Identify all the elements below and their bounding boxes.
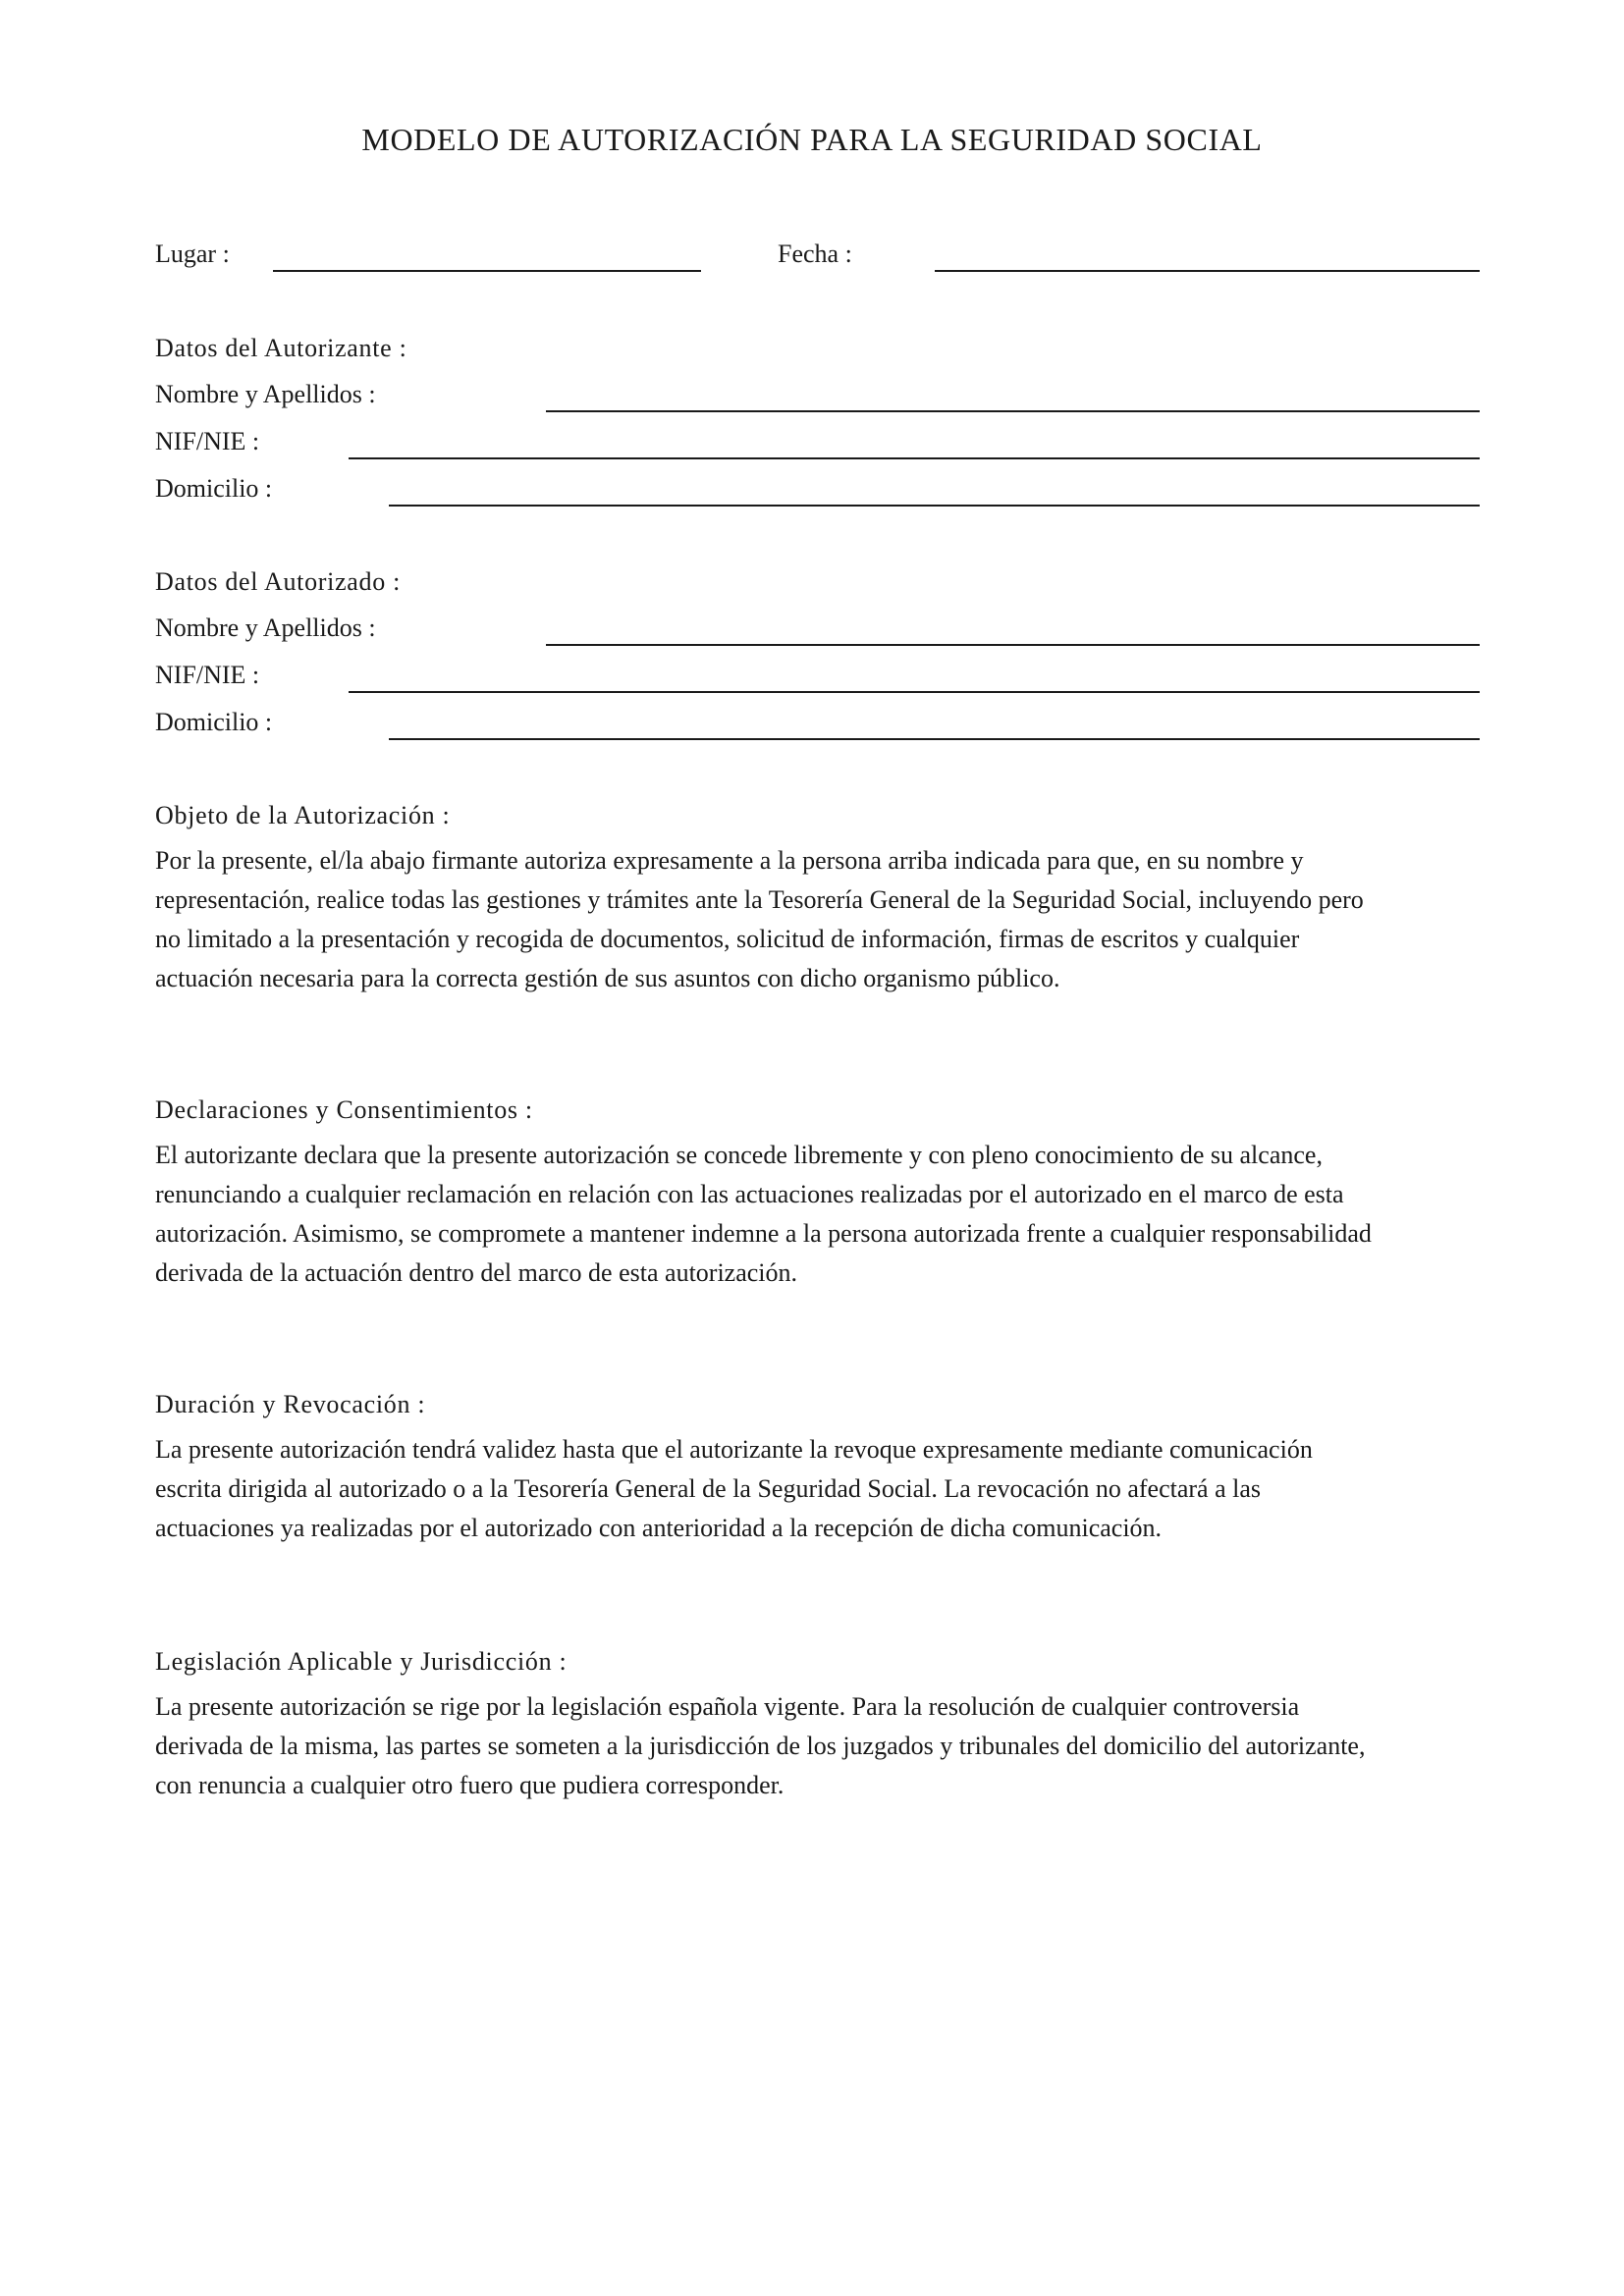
paragraph-line: actuaciones ya realizadas por el autorizado con anterioridad a la recepción de dicha comunicación. (155, 1514, 1163, 1542)
lugar-label: Lugar : (155, 240, 230, 268)
legislacion-paragraph (155, 1687, 1481, 1805)
declaraciones-heading: Declaraciones y Consentimientos : (155, 1095, 533, 1124)
autorizante-domicilio-field-line[interactable] (389, 505, 1480, 507)
document-title: MODELO DE AUTORIZACIÓN PARA LA SEGURIDAD SOCIAL (361, 122, 1263, 157)
autorizante-heading: Datos del Autorizante : (155, 334, 407, 362)
lugar-field-line[interactable] (273, 270, 701, 272)
autorizante-nombre-field-line[interactable] (546, 410, 1480, 412)
autorizado-domicilio-label: Domicilio : (155, 708, 273, 736)
autorizado-nombre-label: Nombre y Apellidos : (155, 614, 376, 642)
autorizado-nif-field-line[interactable] (349, 691, 1480, 693)
paragraph-line: El autorizante declara que la presente autorización se concede libremente y con pleno conocimiento de su alcance, (155, 1141, 1323, 1169)
paragraph-line: La presente autorización se rige por la legislación española vigente. Para la resolución de cualquier controversia (155, 1692, 1300, 1721)
paragraph-line: renunciando a cualquier reclamación en relación con las actuaciones realizadas por el autorizado en el marco de esta (155, 1180, 1344, 1208)
paragraph-line: actuación necesaria para la correcta gestión de sus asuntos con dicho organismo público. (155, 964, 1060, 992)
paragraph-line: derivada de la actuación dentro del marco de esta autorización. (155, 1258, 798, 1287)
paragraph-line: con renuncia a cualquier otro fuero que pudiera corresponder. (155, 1771, 785, 1799)
paragraph-line: La presente autorización tendrá validez hasta que el autorizante la revoque expresamente mediante comunicación (155, 1435, 1313, 1464)
paragraph-line: representación, realice todas las gestiones y trámites ante la Tesorería General de la Seguridad Social, incluyendo pero (155, 885, 1364, 914)
autorizado-domicilio-field-line[interactable] (389, 738, 1480, 740)
autorizante-nif-label: NIF/NIE : (155, 427, 260, 455)
paragraph-line: Por la presente, el/la abajo firmante autoriza expresamente a la persona arriba indicada para que, en su nombre y (155, 846, 1304, 875)
legislacion-heading: Legislación Aplicable y Jurisdicción : (155, 1647, 568, 1676)
paragraph-line: no limitado a la presentación y recogida de documentos, solicitud de información, firmas de escritos y cualquier (155, 925, 1300, 953)
paragraph-line: autorización. Asimismo, se compromete a mantener indemne a la persona autorizada frente a cualquier responsabilidad (155, 1219, 1372, 1248)
paragraph-line: derivada de la misma, las partes se someten a la jurisdicción de los juzgados y tribunales del domicilio del autorizante, (155, 1732, 1366, 1760)
fecha-label: Fecha : (778, 240, 852, 268)
fecha-field-line[interactable] (935, 270, 1480, 272)
duracion-heading: Duración y Revocación : (155, 1390, 426, 1418)
autorizado-nif-label: NIF/NIE : (155, 661, 260, 689)
declaraciones-paragraph (155, 1136, 1481, 1293)
objeto-heading: Objeto de la Autorización : (155, 801, 451, 829)
autorizante-nif-field-line[interactable] (349, 457, 1480, 459)
duracion-paragraph (155, 1430, 1481, 1548)
autorizante-domicilio-label: Domicilio : (155, 474, 273, 503)
objeto-paragraph (155, 841, 1481, 998)
paragraph-line: escrita dirigida al autorizado o a la Tesorería General de la Seguridad Social. La revocación no afectará a las (155, 1474, 1261, 1503)
autorizado-heading: Datos del Autorizado : (155, 567, 402, 596)
autorizante-nombre-label: Nombre y Apellidos : (155, 380, 376, 408)
autorizado-nombre-field-line[interactable] (546, 644, 1480, 646)
